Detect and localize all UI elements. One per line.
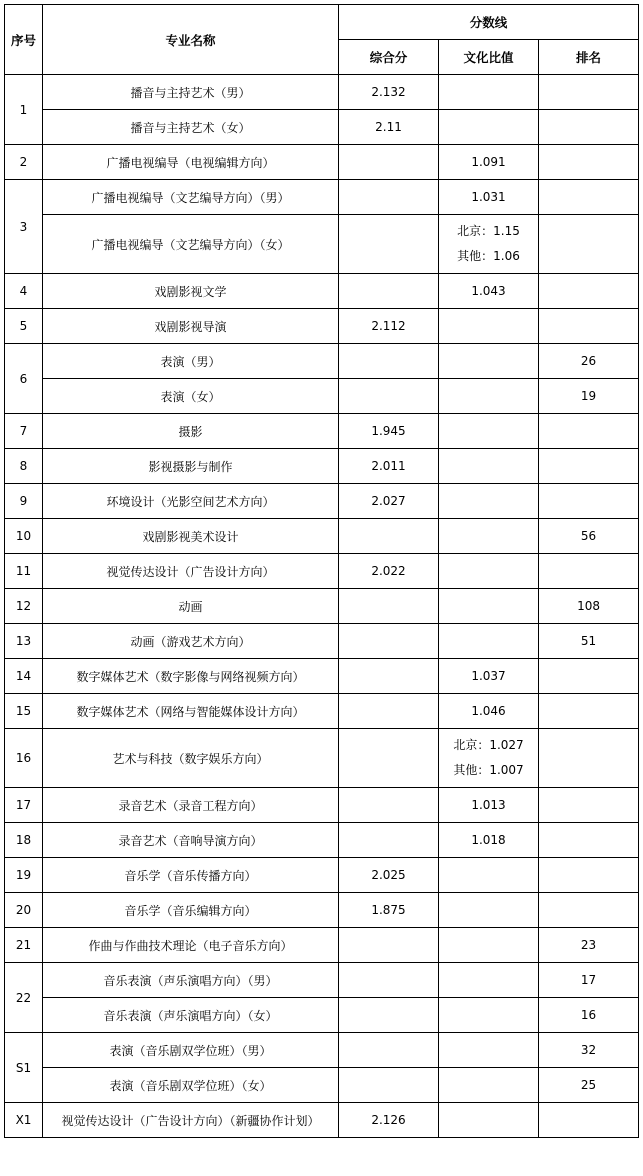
row-seq: 22 <box>5 963 43 1033</box>
table-row <box>5 414 639 449</box>
row-composite <box>339 145 439 180</box>
row-major: 录音艺术（音响导演方向） <box>43 823 339 858</box>
row-culture: 1.091 <box>439 145 539 180</box>
row-seq: 6 <box>5 344 43 414</box>
row-rank <box>539 729 639 788</box>
row-culture <box>439 309 539 344</box>
row-composite: 2.132 <box>339 75 439 110</box>
row-major: 戏剧影视导演 <box>43 309 339 344</box>
row-composite <box>339 519 439 554</box>
row-culture: 1.013 <box>439 788 539 823</box>
row-culture <box>439 414 539 449</box>
row-rank <box>539 309 639 344</box>
table-row <box>5 659 639 694</box>
row-culture <box>439 998 539 1033</box>
row-seq: 2 <box>5 145 43 180</box>
row-major: 音乐表演（声乐演唱方向）（女） <box>43 998 339 1033</box>
row-seq: 19 <box>5 858 43 893</box>
row-major: 音乐学（音乐编辑方向） <box>43 893 339 928</box>
row-composite: 2.011 <box>339 449 439 484</box>
table-row <box>5 694 639 729</box>
table-row <box>5 624 639 659</box>
row-rank: 16 <box>539 998 639 1033</box>
row-rank <box>539 274 639 309</box>
row-culture <box>439 893 539 928</box>
row-composite: 2.022 <box>339 554 439 589</box>
row-culture <box>439 1068 539 1103</box>
row-rank <box>539 414 639 449</box>
table-row <box>5 729 639 788</box>
row-major: 视觉传达设计（广告设计方向） <box>43 554 339 589</box>
row-culture: 1.037 <box>439 659 539 694</box>
row-seq: 3 <box>5 180 43 274</box>
row-rank <box>539 449 639 484</box>
score-table <box>4 4 639 1138</box>
row-major: 表演（男） <box>43 344 339 379</box>
row-culture <box>439 858 539 893</box>
row-culture <box>439 729 539 788</box>
row-composite: 2.126 <box>339 1103 439 1138</box>
row-culture <box>439 110 539 145</box>
row-rank: 17 <box>539 963 639 998</box>
row-major: 音乐表演（声乐演唱方向）（男） <box>43 963 339 998</box>
row-major: 表演（音乐剧双学位班）（女） <box>43 1068 339 1103</box>
table-row <box>5 998 639 1033</box>
row-seq: 16 <box>5 729 43 788</box>
row-composite: 2.11 <box>339 110 439 145</box>
row-seq: 9 <box>5 484 43 519</box>
table-row <box>5 379 639 414</box>
row-composite <box>339 928 439 963</box>
row-seq: X1 <box>5 1103 43 1138</box>
row-composite <box>339 1068 439 1103</box>
table-row <box>5 180 639 215</box>
row-major: 播音与主持艺术（男） <box>43 75 339 110</box>
row-rank <box>539 484 639 519</box>
header-score-line: 分数线 <box>339 5 639 40</box>
table-row <box>5 589 639 624</box>
row-culture <box>439 449 539 484</box>
row-rank <box>539 1103 639 1138</box>
row-culture <box>439 963 539 998</box>
row-major: 数字媒体艺术（网络与智能媒体设计方向） <box>43 694 339 729</box>
row-major: 动画（游戏艺术方向） <box>43 624 339 659</box>
row-seq: 20 <box>5 893 43 928</box>
row-seq: 14 <box>5 659 43 694</box>
table-row <box>5 344 639 379</box>
row-composite <box>339 344 439 379</box>
row-major: 数字媒体艺术（数字影像与网络视频方向） <box>43 659 339 694</box>
table-row <box>5 75 639 110</box>
row-composite: 2.112 <box>339 309 439 344</box>
row-culture <box>439 75 539 110</box>
row-rank <box>539 659 639 694</box>
row-seq: 1 <box>5 75 43 145</box>
row-composite: 2.025 <box>339 858 439 893</box>
row-culture <box>439 344 539 379</box>
row-composite <box>339 729 439 788</box>
header-culture-ratio: 文化比值 <box>439 40 539 75</box>
row-major: 广播电视编导（文艺编导方向）（男） <box>43 180 339 215</box>
table-row <box>5 449 639 484</box>
row-culture <box>439 589 539 624</box>
row-seq: 13 <box>5 624 43 659</box>
row-culture: 1.046 <box>439 694 539 729</box>
table-row <box>5 309 639 344</box>
row-rank <box>539 110 639 145</box>
culture-other: 其他：1.06 <box>457 249 520 263</box>
table-row <box>5 110 639 145</box>
row-culture: 1.018 <box>439 823 539 858</box>
row-rank <box>539 145 639 180</box>
row-culture <box>439 624 539 659</box>
row-seq: 21 <box>5 928 43 963</box>
row-composite <box>339 379 439 414</box>
table-row <box>5 963 639 998</box>
row-composite: 1.875 <box>339 893 439 928</box>
row-seq: 4 <box>5 274 43 309</box>
row-major: 广播电视编导（电视编辑方向） <box>43 145 339 180</box>
row-composite: 1.945 <box>339 414 439 449</box>
table-row <box>5 823 639 858</box>
row-rank: 25 <box>539 1068 639 1103</box>
row-major: 戏剧影视文学 <box>43 274 339 309</box>
row-composite <box>339 823 439 858</box>
row-culture <box>439 519 539 554</box>
score-table-container <box>4 4 639 1138</box>
row-seq: 12 <box>5 589 43 624</box>
row-rank: 32 <box>539 1033 639 1068</box>
table-row <box>5 484 639 519</box>
row-rank <box>539 215 639 274</box>
header-composite: 综合分 <box>339 40 439 75</box>
culture-beijing: 北京：1.15 <box>457 224 520 238</box>
table-row <box>5 215 639 274</box>
table-row <box>5 788 639 823</box>
row-rank: 108 <box>539 589 639 624</box>
row-culture <box>439 1033 539 1068</box>
row-major: 动画 <box>43 589 339 624</box>
row-composite: 2.027 <box>339 484 439 519</box>
table-row <box>5 519 639 554</box>
row-rank <box>539 858 639 893</box>
culture-beijing: 北京：1.027 <box>453 738 524 752</box>
table-row <box>5 858 639 893</box>
row-composite <box>339 589 439 624</box>
row-rank: 51 <box>539 624 639 659</box>
row-rank: 23 <box>539 928 639 963</box>
row-rank <box>539 893 639 928</box>
row-rank <box>539 694 639 729</box>
row-culture: 1.043 <box>439 274 539 309</box>
row-rank: 56 <box>539 519 639 554</box>
row-rank <box>539 788 639 823</box>
row-major: 环境设计（光影空间艺术方向） <box>43 484 339 519</box>
row-composite <box>339 963 439 998</box>
table-row <box>5 554 639 589</box>
header-seq: 序号 <box>5 5 43 75</box>
row-rank <box>539 554 639 589</box>
header-rank: 排名 <box>539 40 639 75</box>
row-seq: 17 <box>5 788 43 823</box>
row-composite <box>339 659 439 694</box>
row-major: 摄影 <box>43 414 339 449</box>
row-major: 艺术与科技（数字娱乐方向） <box>43 729 339 788</box>
row-composite <box>339 1033 439 1068</box>
row-composite <box>339 998 439 1033</box>
table-row <box>5 893 639 928</box>
row-rank <box>539 180 639 215</box>
table-row <box>5 928 639 963</box>
row-major: 表演（音乐剧双学位班）（男） <box>43 1033 339 1068</box>
row-culture <box>439 215 539 274</box>
row-culture <box>439 379 539 414</box>
row-composite <box>339 215 439 274</box>
table-row <box>5 1103 639 1138</box>
row-major: 作曲与作曲技术理论（电子音乐方向） <box>43 928 339 963</box>
row-composite <box>339 788 439 823</box>
row-major: 音乐学（音乐传播方向） <box>43 858 339 893</box>
row-seq: 8 <box>5 449 43 484</box>
row-major: 戏剧影视美术设计 <box>43 519 339 554</box>
row-culture <box>439 554 539 589</box>
row-major: 影视摄影与制作 <box>43 449 339 484</box>
row-culture <box>439 484 539 519</box>
row-major: 播音与主持艺术（女） <box>43 110 339 145</box>
row-composite <box>339 180 439 215</box>
row-major: 广播电视编导（文艺编导方向）（女） <box>43 215 339 274</box>
row-rank: 26 <box>539 344 639 379</box>
row-composite <box>339 694 439 729</box>
row-culture <box>439 1103 539 1138</box>
row-rank <box>539 823 639 858</box>
row-seq: 5 <box>5 309 43 344</box>
row-composite <box>339 274 439 309</box>
row-seq: 7 <box>5 414 43 449</box>
table-row <box>5 274 639 309</box>
row-seq: 18 <box>5 823 43 858</box>
row-major: 录音艺术（录音工程方向） <box>43 788 339 823</box>
row-seq: 11 <box>5 554 43 589</box>
row-culture: 1.031 <box>439 180 539 215</box>
culture-other: 其他：1.007 <box>453 763 524 777</box>
row-major: 表演（女） <box>43 379 339 414</box>
row-seq: 15 <box>5 694 43 729</box>
table-row <box>5 145 639 180</box>
header-major: 专业名称 <box>43 5 339 75</box>
row-composite <box>339 624 439 659</box>
row-major: 视觉传达设计（广告设计方向）（新疆协作计划） <box>43 1103 339 1138</box>
row-seq: S1 <box>5 1033 43 1103</box>
row-rank <box>539 75 639 110</box>
row-culture <box>439 928 539 963</box>
row-seq: 10 <box>5 519 43 554</box>
table-row <box>5 1068 639 1103</box>
row-rank: 19 <box>539 379 639 414</box>
table-row <box>5 1033 639 1068</box>
